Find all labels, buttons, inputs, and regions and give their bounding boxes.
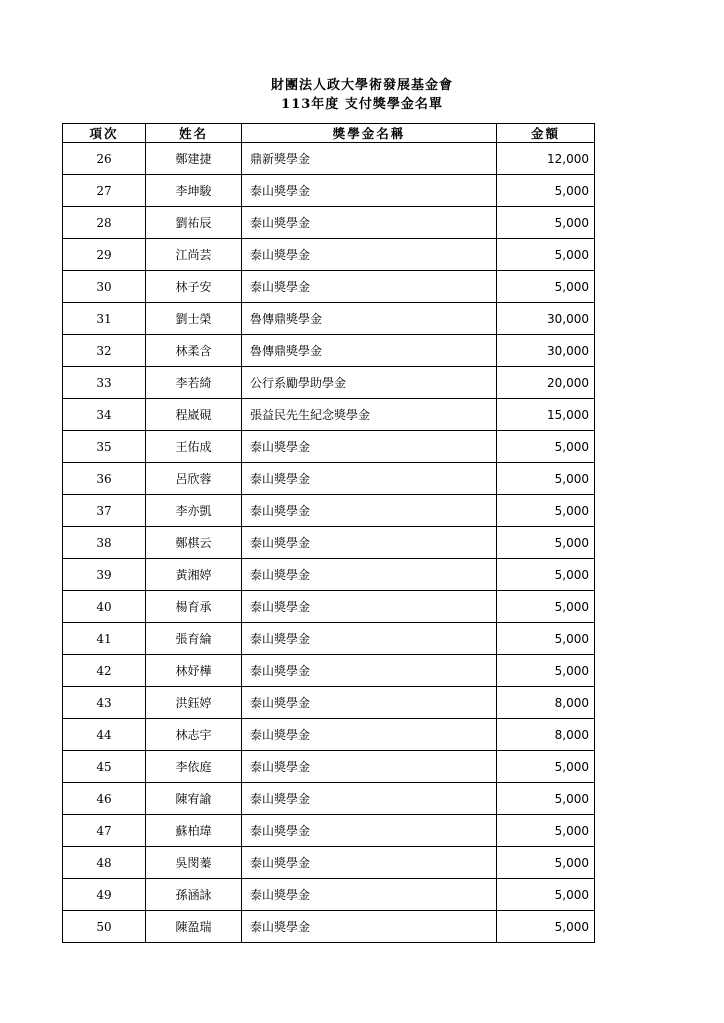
scholarship-amount: 5,000 xyxy=(497,783,595,815)
scholarship-amount: 5,000 xyxy=(497,463,595,495)
table-row xyxy=(63,495,595,527)
recipient-name: 李若綺 xyxy=(146,367,242,399)
table-row xyxy=(63,591,595,623)
recipient-name: 蘇柏瑋 xyxy=(146,815,242,847)
scholarship-name: 泰山獎學金 xyxy=(242,751,497,783)
recipient-name: 林志宇 xyxy=(146,719,242,751)
recipient-name: 李亦凱 xyxy=(146,495,242,527)
scholarship-name: 泰山獎學金 xyxy=(242,207,497,239)
row-number: 41 xyxy=(63,623,146,655)
recipient-name: 鄭建捷 xyxy=(146,143,242,175)
scholarship-amount: 5,000 xyxy=(497,271,595,303)
table-row xyxy=(63,527,595,559)
scholarship-name: 泰山獎學金 xyxy=(242,463,497,495)
row-number: 39 xyxy=(63,559,146,591)
row-number: 29 xyxy=(63,239,146,271)
table-row xyxy=(63,751,595,783)
scholarship-name: 公行系勵學助學金 xyxy=(242,367,497,399)
table-row xyxy=(63,239,595,271)
recipient-name: 李依庭 xyxy=(146,751,242,783)
row-number: 48 xyxy=(63,847,146,879)
scholarship-amount: 5,000 xyxy=(497,591,595,623)
recipient-name: 張育綸 xyxy=(146,623,242,655)
scholarship-name: 泰山獎學金 xyxy=(242,655,497,687)
column-header-scholarship: 獎學金名稱 xyxy=(242,124,497,143)
scholarship-amount: 5,000 xyxy=(497,847,595,879)
recipient-name: 李坤駿 xyxy=(146,175,242,207)
row-number: 47 xyxy=(63,815,146,847)
scholarship-amount: 5,000 xyxy=(497,751,595,783)
scholarship-name: 張益民先生紀念獎學金 xyxy=(242,399,497,431)
row-number: 50 xyxy=(63,911,146,943)
recipient-name: 江尚芸 xyxy=(146,239,242,271)
recipient-name: 劉祐辰 xyxy=(146,207,242,239)
scholarship-name: 泰山獎學金 xyxy=(242,495,497,527)
table-row xyxy=(63,303,595,335)
scholarship-amount: 5,000 xyxy=(497,623,595,655)
scholarship-name: 泰山獎學金 xyxy=(242,431,497,463)
scholarship-name: 魯傳鼎獎學金 xyxy=(242,303,497,335)
row-number: 31 xyxy=(63,303,146,335)
scholarship-amount: 15,000 xyxy=(497,399,595,431)
scholarship-name: 泰山獎學金 xyxy=(242,879,497,911)
scholarship-amount: 30,000 xyxy=(497,303,595,335)
table-row xyxy=(63,399,595,431)
column-header-amount: 金額 xyxy=(497,124,595,143)
recipient-name: 黃湘婷 xyxy=(146,559,242,591)
row-number: 27 xyxy=(63,175,146,207)
row-number: 44 xyxy=(63,719,146,751)
scholarship-amount: 5,000 xyxy=(497,815,595,847)
table-row xyxy=(63,559,595,591)
recipient-name: 呂欣蓉 xyxy=(146,463,242,495)
recipient-name: 孫涵詠 xyxy=(146,879,242,911)
row-number: 45 xyxy=(63,751,146,783)
scholarship-amount: 5,000 xyxy=(497,207,595,239)
row-number: 42 xyxy=(63,655,146,687)
table-row xyxy=(63,335,595,367)
row-number: 40 xyxy=(63,591,146,623)
table-row xyxy=(63,847,595,879)
recipient-name: 劉士榮 xyxy=(146,303,242,335)
recipient-name: 鄭棋云 xyxy=(146,527,242,559)
table-header-row xyxy=(63,124,595,143)
scholarship-name: 泰山獎學金 xyxy=(242,815,497,847)
scholarship-amount: 5,000 xyxy=(497,559,595,591)
scholarship-amount: 5,000 xyxy=(497,655,595,687)
table-row xyxy=(63,623,595,655)
table-row xyxy=(63,207,595,239)
row-number: 37 xyxy=(63,495,146,527)
scholarship-name: 泰山獎學金 xyxy=(242,591,497,623)
row-number: 26 xyxy=(63,143,146,175)
row-number: 43 xyxy=(63,687,146,719)
recipient-name: 王佑成 xyxy=(146,431,242,463)
scholarship-amount: 30,000 xyxy=(497,335,595,367)
table-row xyxy=(63,367,595,399)
recipient-name: 楊育承 xyxy=(146,591,242,623)
scholarship-amount: 12,000 xyxy=(497,143,595,175)
row-number: 35 xyxy=(63,431,146,463)
scholarship-name: 泰山獎學金 xyxy=(242,527,497,559)
recipient-name: 陳盈瑞 xyxy=(146,911,242,943)
scholarship-name: 泰山獎學金 xyxy=(242,687,497,719)
table-row xyxy=(63,911,595,943)
scholarship-amount: 5,000 xyxy=(497,495,595,527)
table-row xyxy=(63,655,595,687)
table-row xyxy=(63,719,595,751)
table-row xyxy=(63,175,595,207)
scholarship-name: 泰山獎學金 xyxy=(242,623,497,655)
scholarship-name: 魯傳鼎獎學金 xyxy=(242,335,497,367)
scholarship-table xyxy=(62,123,595,943)
scholarship-name: 泰山獎學金 xyxy=(242,175,497,207)
table-row xyxy=(63,879,595,911)
recipient-name: 陳宥諭 xyxy=(146,783,242,815)
row-number: 30 xyxy=(63,271,146,303)
table-row xyxy=(63,815,595,847)
scholarship-amount: 5,000 xyxy=(497,911,595,943)
scholarship-name: 鼎新獎學金 xyxy=(242,143,497,175)
scholarship-name: 泰山獎學金 xyxy=(242,847,497,879)
scholarship-name: 泰山獎學金 xyxy=(242,719,497,751)
document-subtitle: 113年度 支付獎學金名單 xyxy=(281,97,443,112)
row-number: 34 xyxy=(63,399,146,431)
scholarship-amount: 8,000 xyxy=(497,719,595,751)
scholarship-amount: 5,000 xyxy=(497,431,595,463)
scholarship-name: 泰山獎學金 xyxy=(242,783,497,815)
document-title: 財團法人政大學術發展基金會 xyxy=(270,78,453,93)
recipient-name: 林柔含 xyxy=(146,335,242,367)
row-number: 28 xyxy=(63,207,146,239)
table-row xyxy=(63,271,595,303)
recipient-name: 程崴硯 xyxy=(146,399,242,431)
scholarship-amount: 5,000 xyxy=(497,527,595,559)
column-header-name: 姓名 xyxy=(146,124,242,143)
table-row xyxy=(63,431,595,463)
recipient-name: 洪鈺婷 xyxy=(146,687,242,719)
row-number: 32 xyxy=(63,335,146,367)
scholarship-name: 泰山獎學金 xyxy=(242,239,497,271)
table-row xyxy=(63,783,595,815)
row-number: 38 xyxy=(63,527,146,559)
row-number: 49 xyxy=(63,879,146,911)
scholarship-amount: 20,000 xyxy=(497,367,595,399)
row-number: 33 xyxy=(63,367,146,399)
recipient-name: 吳閔蓁 xyxy=(146,847,242,879)
scholarship-amount: 5,000 xyxy=(497,879,595,911)
table-row xyxy=(63,143,595,175)
table-row xyxy=(63,463,595,495)
table-row xyxy=(63,687,595,719)
scholarship-amount: 8,000 xyxy=(497,687,595,719)
recipient-name: 林子安 xyxy=(146,271,242,303)
scholarship-name: 泰山獎學金 xyxy=(242,559,497,591)
row-number: 36 xyxy=(63,463,146,495)
recipient-name: 林妤樺 xyxy=(146,655,242,687)
row-number: 46 xyxy=(63,783,146,815)
scholarship-name: 泰山獎學金 xyxy=(242,271,497,303)
column-header-no: 項次 xyxy=(63,124,146,143)
scholarship-name: 泰山獎學金 xyxy=(242,911,497,943)
scholarship-amount: 5,000 xyxy=(497,239,595,271)
scholarship-amount: 5,000 xyxy=(497,175,595,207)
